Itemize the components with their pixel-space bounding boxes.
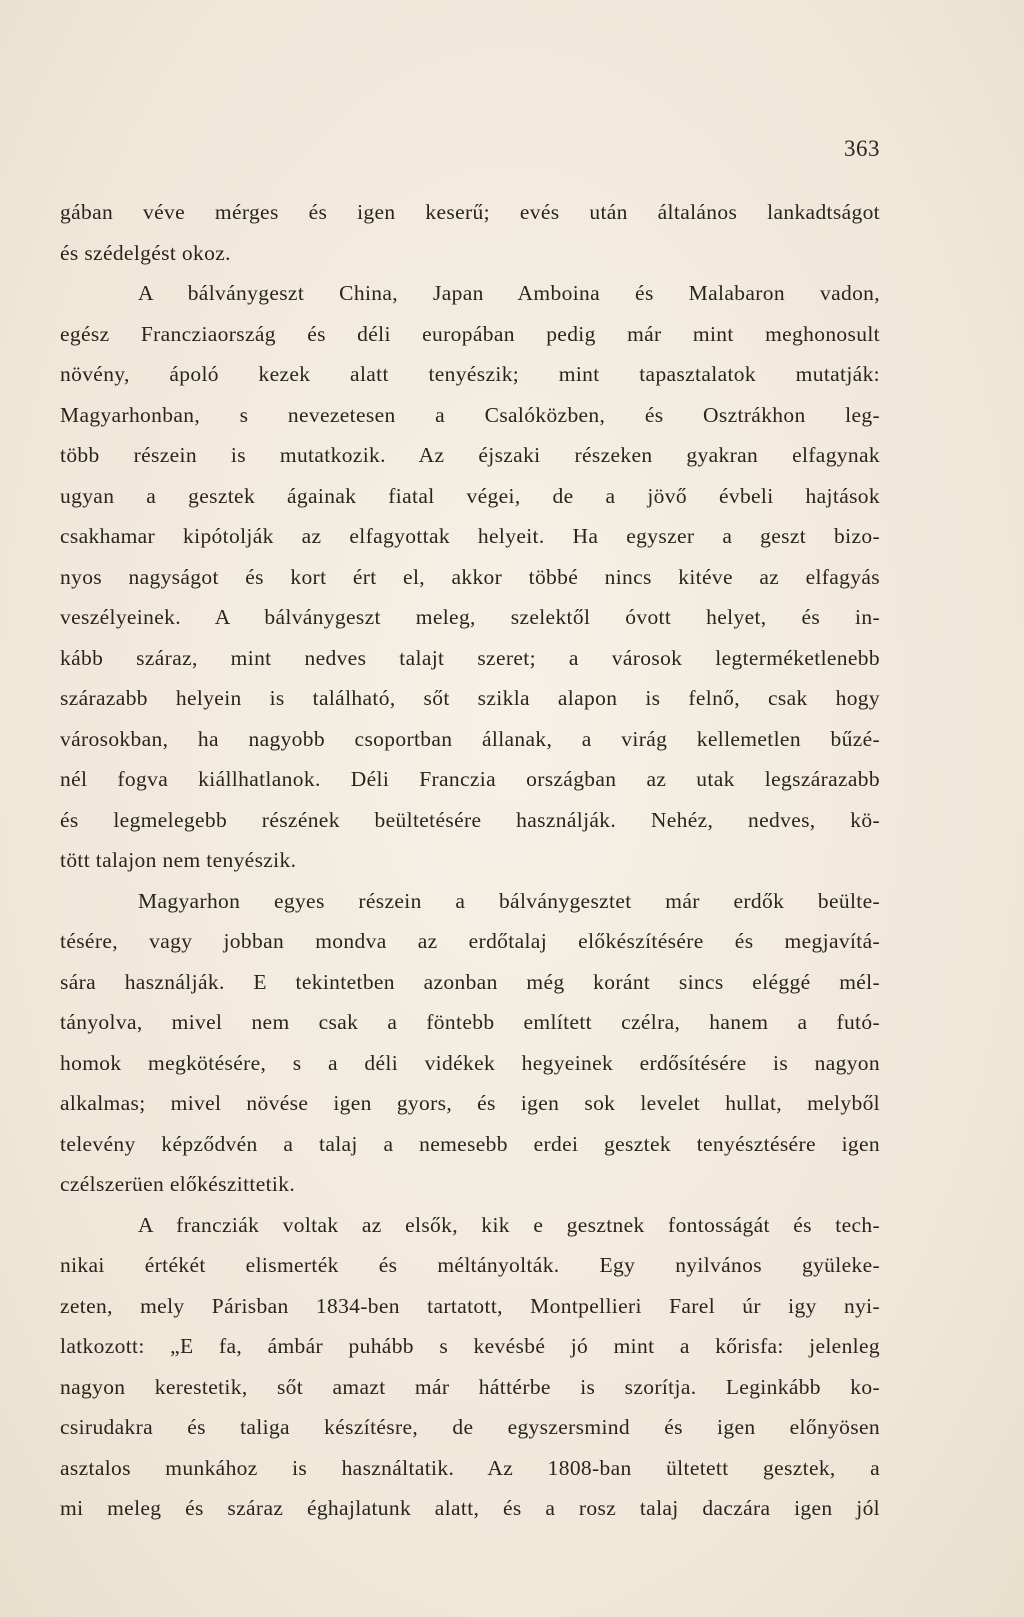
text-line: növény, ápoló kezek alatt tenyészik; mint tapasztalatok mutatják:	[60, 362, 880, 386]
text-line: nél fogva kiállhatlanok. Déli Franczia országban az utak legszárazabb	[60, 767, 880, 791]
text-line: kább száraz, mint nedves talajt szeret; a városok legterméketlenebb	[60, 645, 880, 670]
text-line: veszélyeinek. A bálványgeszt meleg, szelektől óvott helyet, és in-	[60, 605, 880, 629]
text-line: Magyarhonban, s nevezetesen a Csalóközben, és Osztrákhon leg-	[60, 402, 880, 427]
text-line: asztalos munkához is használtatik. Az 1808-ban ültetett gesztek, a	[60, 1455, 880, 1480]
text-line: csakhamar kipótolják az elfagyottak helyeit. Ha egyszer a geszt bizo-	[60, 524, 880, 548]
text-line: A bálványgeszt China, Japan Amboina és Malabaron vadon,	[138, 281, 880, 305]
text-line: több részein is mutatkozik. Az éjszaki részeken gyakran elfagynak	[60, 443, 880, 467]
text-line: ugyan a gesztek ágainak fiatal végei, de a jövő évbeli hajtások	[60, 483, 880, 508]
text-line: nyos nagyságot és kort ért el, akkor többé nincs kitéve az elfagyás	[60, 564, 880, 589]
text-line: tányolva, mivel nem csak a föntebb említett czélra, hanem a futó-	[60, 1010, 880, 1034]
text-line: és szédelgést okoz.	[60, 240, 231, 265]
text-line: czélszerüen előkészittetik.	[60, 1172, 296, 1196]
body-text	[60, 192, 880, 1529]
text-line: sára használják. E tekintetben azonban még koránt sincs eléggé mél-	[60, 969, 880, 994]
text-line: városokban, ha nagyobb csoportban állanak, a virág kellemetlen bűzé-	[60, 726, 880, 751]
text-line: tött talajon nem tenyészik.	[60, 848, 297, 872]
text-line: gában véve mérges és igen keserű; evés után általános lankadtságot	[60, 200, 880, 224]
text-line: szárazabb helyein is található, sőt szikla alapon is felnő, csak hogy	[60, 686, 880, 710]
text-line: latkozott: „E fa, ámbár puhább s kevésbé jó mint a kőrisfa: jelenleg	[60, 1334, 880, 1358]
text-line: zeten, mely Párisban 1834-ben tartatott, Montpellieri Farel úr igy nyi-	[60, 1293, 880, 1318]
text-line: nikai értékét elismerték és méltányolták. Egy nyilvános gyüleke-	[60, 1253, 880, 1277]
text-line: mi meleg és száraz éghajlatunk alatt, és a rosz talaj daczára igen jól	[60, 1496, 880, 1520]
text-line: csirudakra és taliga készítésre, de egyszersmind és igen előnyösen	[60, 1415, 880, 1439]
text-line: és legmelegebb részének beültetésére használják. Nehéz, nedves, kö-	[60, 807, 880, 832]
text-line: alkalmas; mivel növése igen gyors, és igen sok levelet hullat, melyből	[60, 1091, 880, 1115]
text-line: tésére, vagy jobban mondva az erdőtalaj előkészítésére és megjavítá-	[60, 929, 880, 953]
text-line: televény képződvén a talaj a nemesebb erdei gesztek tenyésztésére igen	[60, 1131, 880, 1156]
text-line: Magyarhon egyes részein a bálványgesztet már erdők beülte-	[138, 888, 880, 913]
text-line: egész Francziaország és déli europában pedig már mint meghonosult	[60, 321, 880, 346]
text-line: A francziák voltak az elsők, kik e gesztnek fontosságát és tech-	[138, 1212, 880, 1237]
text-line: homok megkötésére, s a déli vidékek hegyeinek erdősítésére is nagyon	[60, 1050, 880, 1075]
page-number: 363	[844, 136, 880, 161]
text-line: nagyon kerestetik, sőt amazt már háttérbe is szorítja. Leginkább ko-	[60, 1374, 880, 1399]
